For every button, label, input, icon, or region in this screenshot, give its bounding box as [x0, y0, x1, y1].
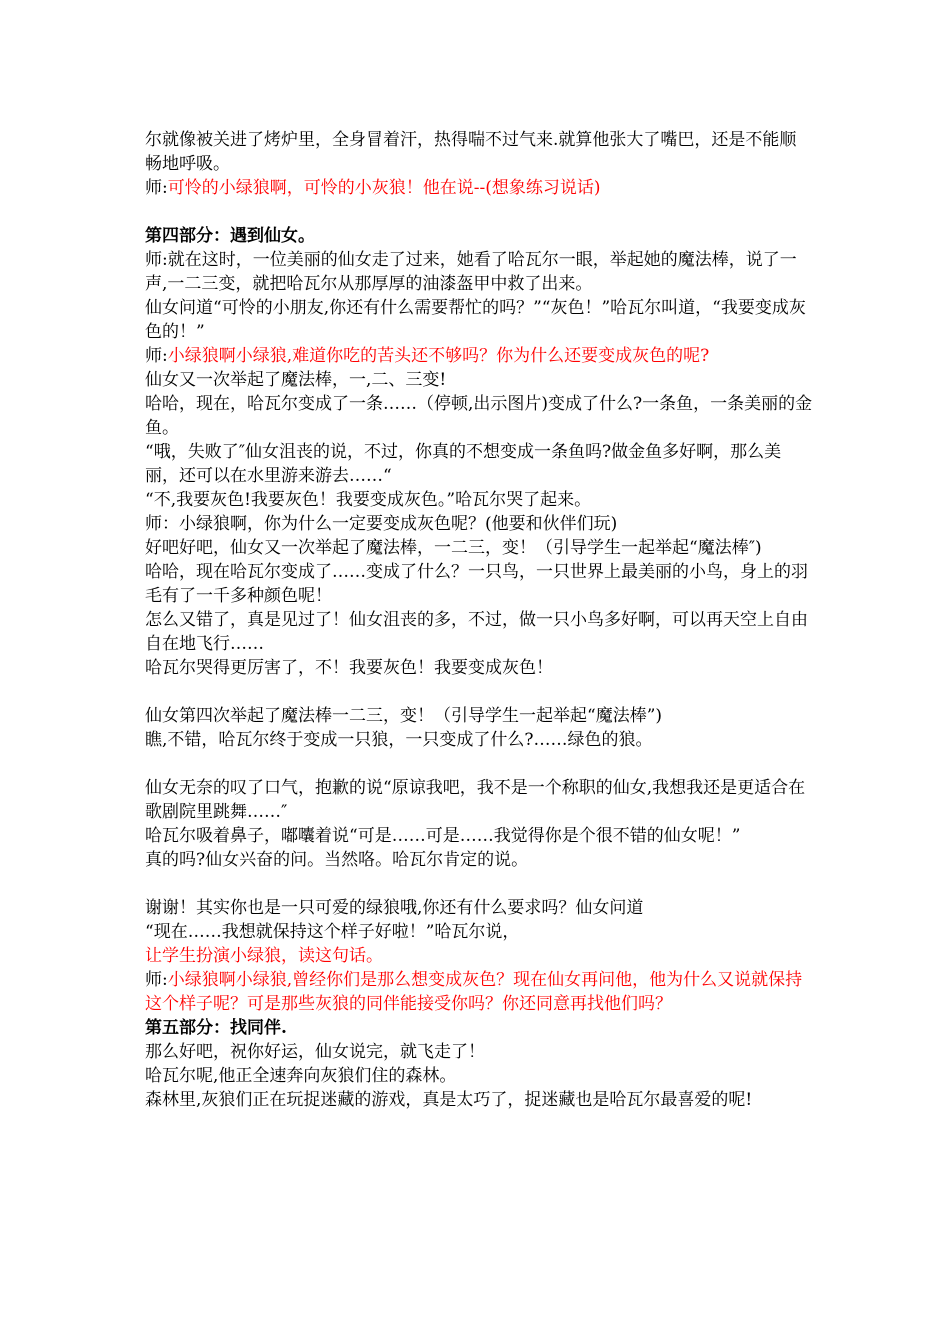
- paragraph: [145, 824, 813, 848]
- paragraph-text: 可怜的小绿狼啊，可怜的小灰狼！他在说--(想象练习说话): [167, 178, 601, 198]
- paragraph-text: 师：小绿狼啊，你为什么一定要变成灰色呢？(他要和伙伴们玩): [145, 514, 618, 534]
- paragraph: [145, 248, 813, 296]
- paragraph-text: 哈瓦尔吸着鼻子，嘟囔着说“可是……可是……我觉得你是个很不错的仙女呢！”: [145, 826, 741, 846]
- paragraph: [145, 848, 813, 872]
- paragraph-text: 仙女又一次举起了魔法棒，一,二、三变!: [145, 370, 447, 390]
- paragraph: [145, 896, 813, 920]
- paragraph: [145, 608, 813, 656]
- paragraph: [145, 440, 813, 488]
- paragraph-text: 哈哈，现在哈瓦尔变成了……变成了什么？一只鸟，一只世界上最美丽的小鸟，身上的羽毛有了一千多种颜色呢！: [145, 562, 808, 606]
- paragraph: [145, 656, 813, 680]
- paragraph: [145, 128, 813, 176]
- paragraph-text: 谢谢！其实你也是一只可爱的绿狼哦,你还有什么要求吗？仙女问道: [145, 898, 644, 918]
- paragraph: [145, 1088, 813, 1112]
- paragraph-text: “哦，失败了″仙女沮丧的说，不过，你真的不想变成一条鱼吗?做金鱼多好啊，那么美丽，还可以在水里游来游去……“: [145, 442, 782, 486]
- paragraph: [145, 392, 813, 440]
- section-heading: [145, 1016, 813, 1040]
- paragraph-text: 哈瓦尔哭得更厉害了，不！我要灰色！我要变成灰色！: [145, 658, 553, 678]
- paragraph-text: 那么好吧，祝你好运，仙女说完，就飞走了！: [145, 1042, 485, 1062]
- speaker-prefix: 师:: [145, 178, 168, 198]
- blank-line: [145, 752, 813, 776]
- paragraph: [145, 296, 813, 344]
- paragraph: [145, 968, 813, 1016]
- paragraph-text: “不,我要灰色!我要灰色！我要变成灰色。”哈瓦尔哭了起来。: [145, 490, 592, 510]
- paragraph: [145, 704, 813, 728]
- paragraph-text: 森林里,灰狼们正在玩捉迷藏的游戏，真是太巧了，捉迷藏也是哈瓦尔最喜爱的呢!: [145, 1090, 753, 1110]
- paragraph: [145, 512, 813, 536]
- paragraph-text: 哈哈，现在，哈瓦尔变成了一条……（停顿,出示图片)变成了什么?一条鱼，一条美丽的金鱼。: [145, 394, 813, 438]
- paragraph: [145, 488, 813, 512]
- document-page: [145, 128, 813, 1112]
- blank-line: [145, 680, 813, 704]
- paragraph: [145, 560, 813, 608]
- paragraph-text: 小绿狼啊小绿狼,曾经你们是那么想变成灰色？现在仙女再问他，他为什么又说就保持这个样子呢？可是那些灰狼的同伴能接受你吗？你还同意再找他们吗？: [145, 970, 803, 1014]
- paragraph-text: 瞧,不错，哈瓦尔终于变成一只狼，一只变成了什么?……绿色的狼。: [145, 730, 653, 750]
- paragraph: [145, 536, 813, 560]
- paragraph: [145, 920, 813, 944]
- paragraph-text: 仙女问道“可怜的小朋友,你还有什么需要帮忙的吗？”“灰色！”哈瓦尔叫道，“我要变成灰色的！”: [145, 298, 806, 342]
- paragraph: [145, 176, 813, 200]
- paragraph-text: “现在……我想就保持这个样子好啦！”哈瓦尔说，: [145, 922, 520, 942]
- paragraph-text: 第五部分：找同伴.: [145, 1018, 287, 1038]
- paragraph: [145, 368, 813, 392]
- paragraph-text: 怎么又错了，真是见过了！仙女沮丧的多，不过，做一只小鸟多好啊，可以再天空上自由自在地飞行……: [145, 610, 808, 654]
- paragraph-text: 仙女第四次举起了魔法棒一二三，变！（引导学生一起举起“魔法棒”): [145, 706, 663, 726]
- paragraph-text: 让学生扮演小绿狼，读这句话。: [145, 946, 383, 966]
- paragraph: [145, 344, 813, 368]
- paragraph: [145, 728, 813, 752]
- paragraph: [145, 1064, 813, 1088]
- speaker-prefix: 师:: [145, 970, 168, 990]
- blank-line: [145, 200, 813, 224]
- paragraph-text: 真的吗?仙女兴奋的问。当然咯。哈瓦尔肯定的说。: [145, 850, 529, 870]
- paragraph-text: 小绿狼啊小绿狼,难道你吃的苦头还不够吗？你为什么还要变成灰色的呢?: [167, 346, 710, 366]
- blank-line: [145, 872, 813, 896]
- paragraph-text: 仙女无奈的叹了口气，抱歉的说“原谅我吧，我不是一个称职的仙女,我想我还是更适合在歌剧院里跳舞……″: [145, 778, 806, 822]
- paragraph-text: 第四部分：遇到仙女。: [145, 226, 315, 246]
- paragraph-text: 尔就像被关进了烤炉里，全身冒着汗，热得喘不过气来.就算他张大了嘴巴，还是不能顺畅地呼吸。: [145, 130, 797, 174]
- paragraph: [145, 776, 813, 824]
- paragraph: [145, 944, 813, 968]
- speaker-prefix: 师:: [145, 346, 168, 366]
- paragraph-text: 哈瓦尔呢,他正全速奔向灰狼们住的森林。: [145, 1066, 457, 1086]
- paragraph-text: 好吧好吧，仙女又一次举起了魔法棒，一二三，变！（引导学生一起举起“魔法棒″): [145, 538, 762, 558]
- paragraph: [145, 1040, 813, 1064]
- section-heading: [145, 224, 813, 248]
- paragraph-text: 师:就在这时，一位美丽的仙女走了过来，她看了哈瓦尔一眼，举起她的魔法棒，说了一声,一二三变，就把哈瓦尔从那厚厚的油漆盔甲中救了出来。: [145, 250, 797, 294]
